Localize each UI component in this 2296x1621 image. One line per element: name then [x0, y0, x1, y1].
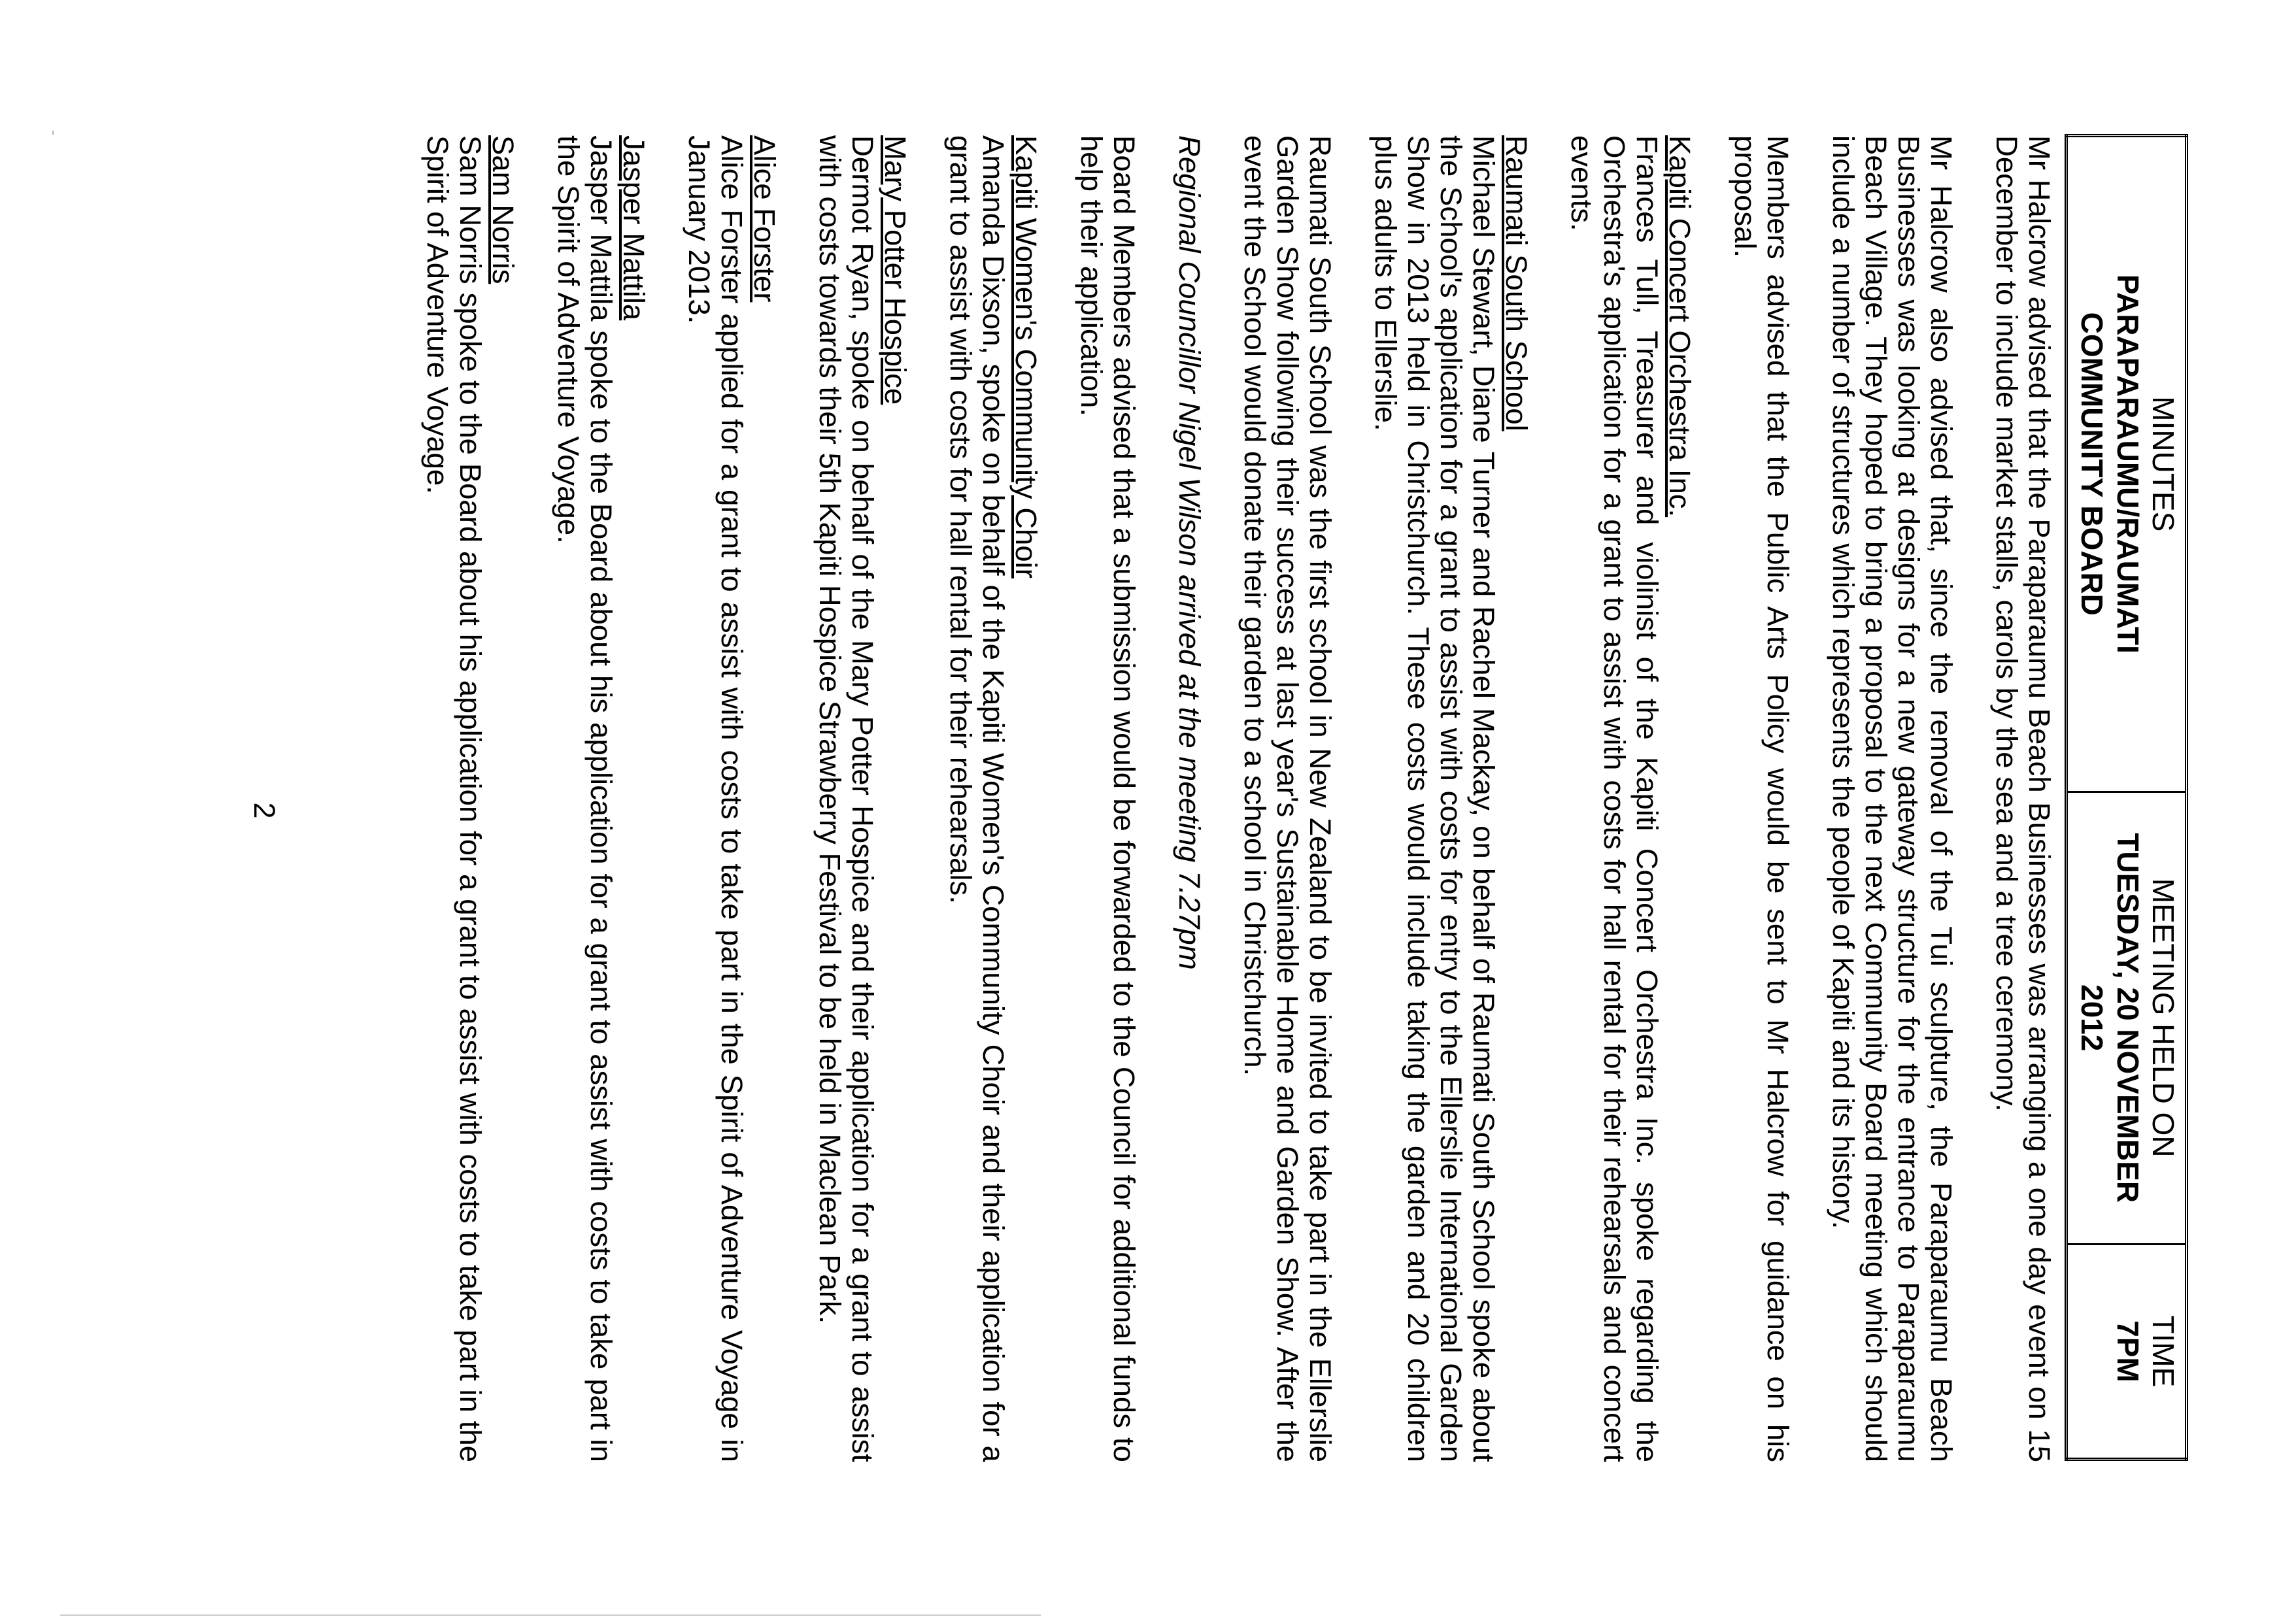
section-heading-raumati-school: Raumati South School — [1500, 135, 1533, 431]
header-time-cell — [2067, 1244, 2187, 1459]
paragraph-beach-event: Mr Halcrow advised that the Paraparaumu Beach Businesses was arranging a one day event on 15 December to include market stalls, carols by the sea and a tree ceremony. — [1990, 135, 2056, 1462]
paragraph-public-arts-policy: Members advised that the Public Arts Policy would be sent to Mr Halcrow for guidance on his proposal. — [1729, 135, 1795, 1462]
section-text-womens-choir: Amanda Dixson, spoke on behalf of the Kapiti Women's Community Choir and their application for a grant to assist with costs for hall rental for their rehearsals. — [944, 135, 1010, 1462]
minutes-header-table — [2065, 134, 2188, 1461]
section-heading-jasper-mattila: Jasper Mattila — [617, 135, 650, 321]
header-time-value: 7PM — [2110, 1320, 2145, 1382]
section-text-alice-forster: Alice Forster applied for a grant to assist with costs to take part in the Spirit of Adventure Voyage in January 2013. — [683, 135, 749, 1462]
section-text-kapiti-orchestra: Frances Tull, Treasurer and violinist of the Kapiti Concert Orchestra Inc. spoke regarding the Orchestra's application for a grant to assist with costs for hall rental for their rehearsals and concert events. — [1565, 135, 1664, 1462]
section-sam-norris — [421, 135, 519, 1462]
page-number: 2 — [248, 802, 281, 819]
section-heading-womens-choir: Kapiti Women's Community Choir — [1009, 135, 1043, 578]
paragraph-gateway-structure: Mr Halcrow also advised that, since the removal of the Tui sculpture, the Paraparaumu Beach Businesses was looking at designs for a new gateway structure for the entrance to Paraparaumu Beach Village. They hoped to bring a proposal to the next Community Board meeting which should include a number of structures which represents the people of Kapiti and its history. — [1827, 135, 1958, 1462]
section-heading-mary-potter-hospice: Mary Potter Hospice — [879, 135, 912, 405]
minutes-body — [388, 135, 2055, 1462]
header-meeting-label: MEETING HELD ON — [2146, 878, 2180, 1158]
section-heading-alice-forster: Alice Forster — [748, 135, 781, 303]
section-heading-kapiti-orchestra: Kapiti Concert Orchestra Inc. — [1663, 135, 1697, 518]
header-board-name-line2: COMMUNITY BOARD — [2075, 312, 2110, 616]
section-heading-sam-norris: Sam Norris — [486, 135, 520, 284]
header-minutes-cell — [2067, 136, 2187, 792]
paragraph-board-members-submission: Board Members advised that a submission would be forwarded to the Council for additional funds to help their application. — [1075, 135, 1141, 1462]
paragraph-raumati-school-ellerslie: Raumati South School was the first school in New Zealand to be invited to take part in the Ellerslie Garden Show following their success at last year's Sustainable Home and Garden Show. After the event the School would donate their garden to a school in Christchurch. — [1238, 135, 1337, 1462]
section-text-jasper-mattila: Jasper Mattila spoke to the Board about his application for a grant to assist with costs to take part in the Spirit of Adventure Voyage. — [552, 135, 618, 1462]
section-jasper-mattila — [552, 135, 650, 1462]
section-kapiti-orchestra — [1565, 135, 1696, 1462]
scan-speck — [52, 131, 54, 135]
section-mary-potter-hospice — [813, 135, 911, 1462]
header-meeting-cell — [2067, 792, 2187, 1244]
header-time-label: TIME — [2146, 1315, 2180, 1388]
section-raumati-school — [1369, 135, 1532, 1462]
section-text-raumati-school: Michael Stewart, Diane Turner and Rachel Mackay, on behalf of Raumati South School spoke about the School's application for a grant to assist with costs for entry to the Ellerslie International Garden Show in 2013 held in Christchurch. These costs would include taking the garden and 20 children plus adults to Ellerslie. — [1369, 135, 1500, 1462]
header-board-name-line1: PARAPARAUMU/RAUMATI — [2110, 274, 2145, 654]
section-alice-forster — [683, 135, 781, 1462]
paragraph-councillor-arrival: Regional Councillor Nigel Wilson arrived at the meeting 7.27pm — [1173, 135, 1206, 970]
section-text-mary-potter-hospice: Dermot Ryan, spoke on behalf of the Mary Potter Hospice and their application for a grant to assist with costs towards their 5th Kapiti Hospice Strawberry Festival to be held in Maclean Park. — [813, 135, 879, 1462]
header-minutes-label: MINUTES — [2146, 396, 2180, 532]
scan-edge-mark — [60, 1614, 1041, 1616]
header-meeting-date: TUESDAY, 20 NOVEMBER 2012 — [2075, 833, 2145, 1203]
section-womens-choir — [944, 135, 1042, 1462]
section-text-sam-norris: Sam Norris spoke to the Board about his application for a grant to assist with costs to take part in the Spirit of Adventure Voyage. — [421, 135, 487, 1462]
